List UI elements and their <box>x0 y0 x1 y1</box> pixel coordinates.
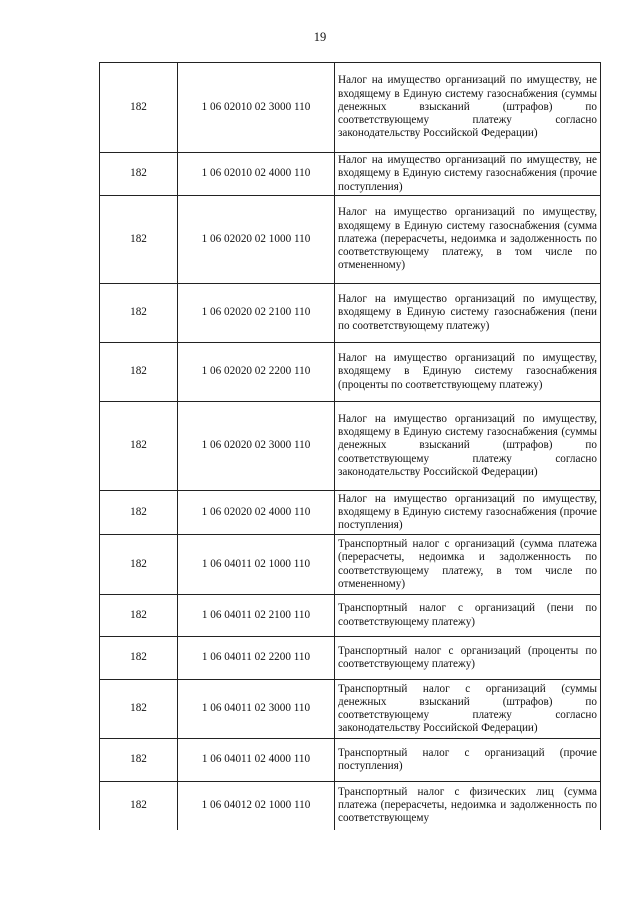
admin-code-cell: 182 <box>100 739 178 782</box>
description-cell: Налог на имущество организаций по имуществу, входящему в Единую систему газоснабжения (прочие поступления) <box>335 491 601 535</box>
admin-code-cell: 182 <box>100 491 178 535</box>
description-cell: Налог на имущество организаций по имуществу, не входящему в Единую систему газоснабжения (прочие поступления) <box>335 153 601 196</box>
admin-code-cell: 182 <box>100 196 178 284</box>
budget-code-cell: 1 06 04011 02 2100 110 <box>178 595 335 637</box>
admin-code-cell: 182 <box>100 343 178 402</box>
table-row <box>100 595 601 637</box>
description-cell: Транспортный налог с организаций (проценты по соответствующему платежу) <box>335 637 601 680</box>
budget-code-cell: 1 06 04011 02 2200 110 <box>178 637 335 680</box>
description-cell: Налог на имущество организаций по имуществу, входящему в Единую систему газоснабжения (сумма платежа (перерасчеты, недоимка и задолженность по соответствующему платежу, в том числе по отмененному) <box>335 196 601 284</box>
budget-codes-table <box>99 62 601 830</box>
admin-code-cell: 182 <box>100 637 178 680</box>
budget-code-cell: 1 06 04011 02 1000 110 <box>178 535 335 595</box>
page-number: 19 <box>313 30 327 44</box>
admin-code-cell: 182 <box>100 63 178 153</box>
table-row <box>100 637 601 680</box>
table-row <box>100 63 601 153</box>
admin-code-cell: 182 <box>100 535 178 595</box>
table-row <box>100 680 601 739</box>
budget-code-cell: 1 06 02010 02 4000 110 <box>178 153 335 196</box>
budget-code-cell: 1 06 04011 02 4000 110 <box>178 739 335 782</box>
budget-code-cell: 1 06 04012 02 1000 110 <box>178 782 335 830</box>
admin-code-cell: 182 <box>100 284 178 343</box>
description-cell: Налог на имущество организаций по имуществу, не входящему в Единую систему газоснабжения (суммы денежных взысканий (штрафов) по соответствующему платежу согласно законодательству Российской Федерации) <box>335 63 601 153</box>
description-cell: Транспортный налог с организаций (суммы денежных взысканий (штрафов) по соответствующему платежу согласно законодательству Российской Федерации) <box>335 680 601 739</box>
description-cell: Налог на имущество организаций по имуществу, входящему в Единую систему газоснабжения (суммы денежных взысканий (штрафов) по соответствующему платежу согласно законодательству Российской Федерации) <box>335 402 601 491</box>
budget-code-cell: 1 06 02020 02 2200 110 <box>178 343 335 402</box>
description-cell: Транспортный налог с физических лиц (сумма платежа (перерасчеты, недоимка и задолженность по соответствующему <box>335 782 601 830</box>
budget-code-cell: 1 06 02020 02 4000 110 <box>178 491 335 535</box>
table-row <box>100 782 601 830</box>
table-row <box>100 491 601 535</box>
description-cell: Транспортный налог с организаций (прочие поступления) <box>335 739 601 782</box>
admin-code-cell: 182 <box>100 153 178 196</box>
admin-code-cell: 182 <box>100 782 178 830</box>
table-row <box>100 284 601 343</box>
table-row <box>100 196 601 284</box>
table-row <box>100 739 601 782</box>
table-row <box>100 535 601 595</box>
admin-code-cell: 182 <box>100 402 178 491</box>
table-row <box>100 153 601 196</box>
admin-code-cell: 182 <box>100 595 178 637</box>
description-cell: Налог на имущество организаций по имуществу, входящему в Единую систему газоснабжения (пени по соответствующему платежу) <box>335 284 601 343</box>
budget-code-cell: 1 06 02020 02 1000 110 <box>178 196 335 284</box>
budget-code-cell: 1 06 02020 02 3000 110 <box>178 402 335 491</box>
table-row <box>100 402 601 491</box>
description-cell: Транспортный налог с организаций (пени по соответствующему платежу) <box>335 595 601 637</box>
table-row <box>100 343 601 402</box>
description-cell: Налог на имущество организаций по имуществу, входящему в Единую систему газоснабжения (проценты по соответствующему платежу) <box>335 343 601 402</box>
budget-code-cell: 1 06 02020 02 2100 110 <box>178 284 335 343</box>
admin-code-cell: 182 <box>100 680 178 739</box>
description-cell: Транспортный налог с организаций (сумма платежа (перерасчеты, недоимка и задолженность по соответствующему платежу, в том числе по отмененному) <box>335 535 601 595</box>
budget-code-cell: 1 06 02010 02 3000 110 <box>178 63 335 153</box>
budget-code-cell: 1 06 04011 02 3000 110 <box>178 680 335 739</box>
